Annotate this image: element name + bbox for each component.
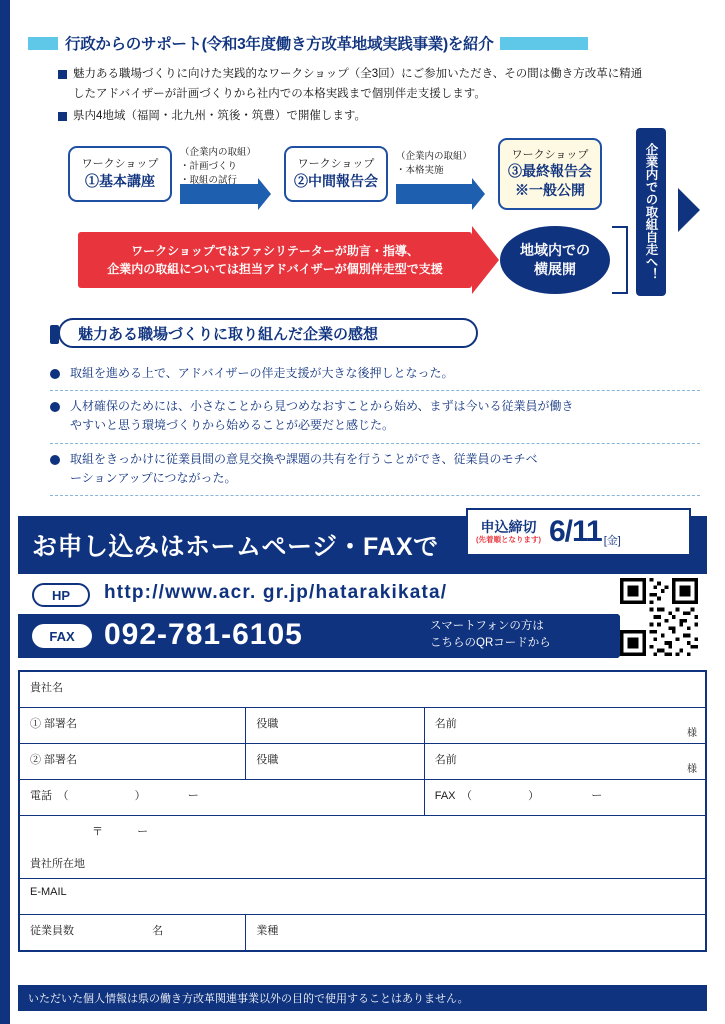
table-row — [20, 780, 706, 816]
ellipse-line2: 横展開 — [534, 261, 576, 277]
right-bracket-decoration — [612, 226, 628, 294]
list-item — [50, 391, 700, 443]
apply-headline: お申し込みはホームページ・FAXで — [32, 533, 439, 561]
flow-box-2-line2: ②中間報告会 — [294, 172, 378, 189]
ellipse-line1: 地域内での — [520, 242, 590, 259]
header-accent-left — [28, 37, 58, 50]
tel-paren: ） — [134, 790, 146, 802]
application-form[interactable] — [18, 670, 707, 952]
flow-mid-1-line1: （企業内の取組） — [180, 147, 257, 158]
comment-line: 取組を進める上で、アドバイザーの伴走支援が大きな後押しとなった。 — [70, 366, 454, 380]
deadline-box — [466, 508, 691, 556]
flow-box-2 — [284, 146, 388, 202]
table-row — [20, 816, 706, 879]
flow-final-arrow-icon — [678, 188, 700, 232]
flow-mid-1-line2: ・計画づくり — [180, 160, 238, 172]
title1-cell[interactable]: 役職 — [246, 708, 424, 744]
section1-header — [28, 30, 698, 56]
circle-bullet-icon — [50, 455, 60, 465]
bullet-item — [58, 108, 698, 126]
table-row — [20, 708, 706, 744]
regional-expansion-ellipse — [500, 226, 610, 294]
flow-mid-2-line2: ・本格実施 — [396, 164, 444, 176]
flow-box-2-line1: ワークショップ — [297, 158, 375, 171]
comment-line-cont: やすいと思う環境づくりから始めることが必要だと感じた。 — [70, 418, 395, 433]
bullet-continuation: したアドバイザーが計画づくりから社内での本格実践まで個別伴走支援します。 — [73, 87, 486, 100]
deadline-note: (先着順となります) — [476, 534, 541, 544]
bullet-item — [58, 66, 698, 84]
section1-bullets — [58, 66, 698, 127]
name1-label: 名前 — [434, 718, 457, 730]
company-comments-list — [50, 358, 700, 496]
name2-label: 名前 — [434, 754, 457, 766]
support-red-banner — [78, 232, 472, 288]
website-link[interactable]: http://www.acr. gr.jp/hatarakikata/ — [104, 582, 448, 603]
section2-header — [58, 318, 478, 348]
industry-cell[interactable]: 業種 — [246, 915, 706, 951]
company-name-cell[interactable]: 貴社名 — [20, 672, 706, 708]
deadline-weekday: [金] — [603, 535, 621, 547]
address-cell[interactable] — [20, 816, 706, 879]
arrow-right-icon — [582, 623, 600, 649]
name1-honorific: 様 — [687, 728, 697, 739]
fax-cell[interactable] — [424, 780, 705, 816]
qr-instruction — [430, 618, 551, 653]
table-row — [20, 915, 706, 951]
header-accent-right — [500, 37, 588, 50]
title2-cell[interactable]: 役職 — [246, 744, 424, 780]
self-driving-vertical-label: 企業内での取組自走へ！ — [636, 128, 666, 296]
flow-box-1 — [68, 146, 172, 202]
flow-mid-1 — [180, 146, 256, 187]
support-line2: 企業内の取組については担当アドバイザーが個別伴走型で支援 — [107, 262, 443, 276]
fax-paren: ） — [528, 790, 540, 802]
table-row — [20, 744, 706, 780]
flow-box-3-line3: ※一般公開 — [515, 182, 585, 199]
employees-label: 従業員数 — [30, 925, 74, 937]
square-bullet-icon — [58, 70, 67, 79]
comment-line: 人材確保のためには、小さなことから見つめなおすことから始め、まずは今いる従業員が働き — [70, 399, 574, 414]
flow-box-1-line2: ①基本講座 — [85, 172, 155, 189]
address-label: 貴社所在地 — [30, 858, 85, 870]
bullet-text: 魅力ある職場づくりに向けた実践的なワークショップ（全3回）にご参加いただき、その間は働き方改革に精通 — [73, 68, 643, 80]
employees-cell[interactable] — [20, 915, 246, 951]
list-item — [50, 444, 700, 496]
fax-badge: FAX — [32, 624, 92, 648]
flow-mid-2-line1: （企業内の取組） — [396, 151, 473, 162]
flow-box-3 — [498, 138, 602, 210]
section1-title: 行政からのサポート(令和3年度働き方改革地域実践事業)を紹介 — [65, 36, 494, 53]
dept1-cell[interactable]: ① 部署名 — [20, 708, 246, 744]
fax-number: 092-781-6105 — [104, 618, 303, 651]
table-row — [20, 672, 706, 708]
qr-code-image — [620, 578, 698, 656]
left-accent-bar — [0, 0, 10, 1024]
support-red-banner-text — [107, 242, 443, 278]
circle-bullet-icon — [50, 369, 60, 379]
workshop-flow-diagram — [60, 132, 700, 232]
flow-mid-1-line3: ・取組の試行 — [180, 174, 238, 186]
postal-mark: 〒 — [92, 826, 103, 838]
flow-box-3-line2: ③最終報告会 — [508, 163, 592, 180]
square-bullet-icon — [58, 112, 67, 121]
employees-unit: 名 — [152, 925, 164, 937]
bullet-text: 県内4地域（福岡・北九州・筑後・筑豊）で開催します。 — [73, 109, 366, 122]
deadline-date: 6/11 — [549, 515, 602, 548]
tel-label: 電話 （ — [30, 790, 69, 802]
section2-title: 魅力ある職場づくりに取り組んだ企業の感想 — [78, 325, 379, 343]
flow-box-3-line1: ワークショップ — [511, 148, 589, 161]
circle-bullet-icon — [50, 402, 60, 412]
postal-dash: ー — [137, 826, 149, 838]
qr-instruction-line1: スマートフォンの方は — [430, 620, 544, 632]
email-cell[interactable]: E-MAIL — [20, 879, 706, 915]
qr-instruction-line2: こちらのQRコードから — [430, 637, 551, 650]
tel-dash: ー — [187, 790, 199, 802]
comment-line: 取組をきっかけに従業員間の意見交換や課題の共有を行うことができ、従業員のモチベ — [70, 451, 538, 466]
dept2-cell[interactable]: ② 部署名 — [20, 744, 246, 780]
support-line1: ワークショップではファシリテーターが助言・指導、 — [131, 244, 419, 258]
hp-badge: HP — [32, 583, 90, 607]
name2-cell[interactable] — [424, 744, 705, 780]
name1-cell[interactable] — [424, 708, 705, 744]
flow-mid-2 — [396, 150, 472, 178]
qr-code-svg — [620, 578, 698, 656]
list-item — [50, 358, 700, 391]
flow-box-1-line1: ワークショップ — [81, 158, 159, 171]
flow-arrow-2 — [396, 184, 472, 204]
comment-line-cont: ーションアップにつながった。 — [70, 470, 237, 485]
fax-dash: ー — [591, 790, 603, 802]
tel-cell[interactable] — [20, 780, 425, 816]
name2-honorific: 様 — [687, 764, 697, 775]
deadline-label: 申込締切 — [480, 519, 537, 536]
table-row — [20, 879, 706, 915]
deadline-label-group — [476, 520, 541, 544]
fax-label: FAX （ — [434, 790, 473, 802]
privacy-note: いただいた個人情報は県の働き方改革関連事業以外の目的で使用することはありません。 — [18, 985, 707, 1011]
